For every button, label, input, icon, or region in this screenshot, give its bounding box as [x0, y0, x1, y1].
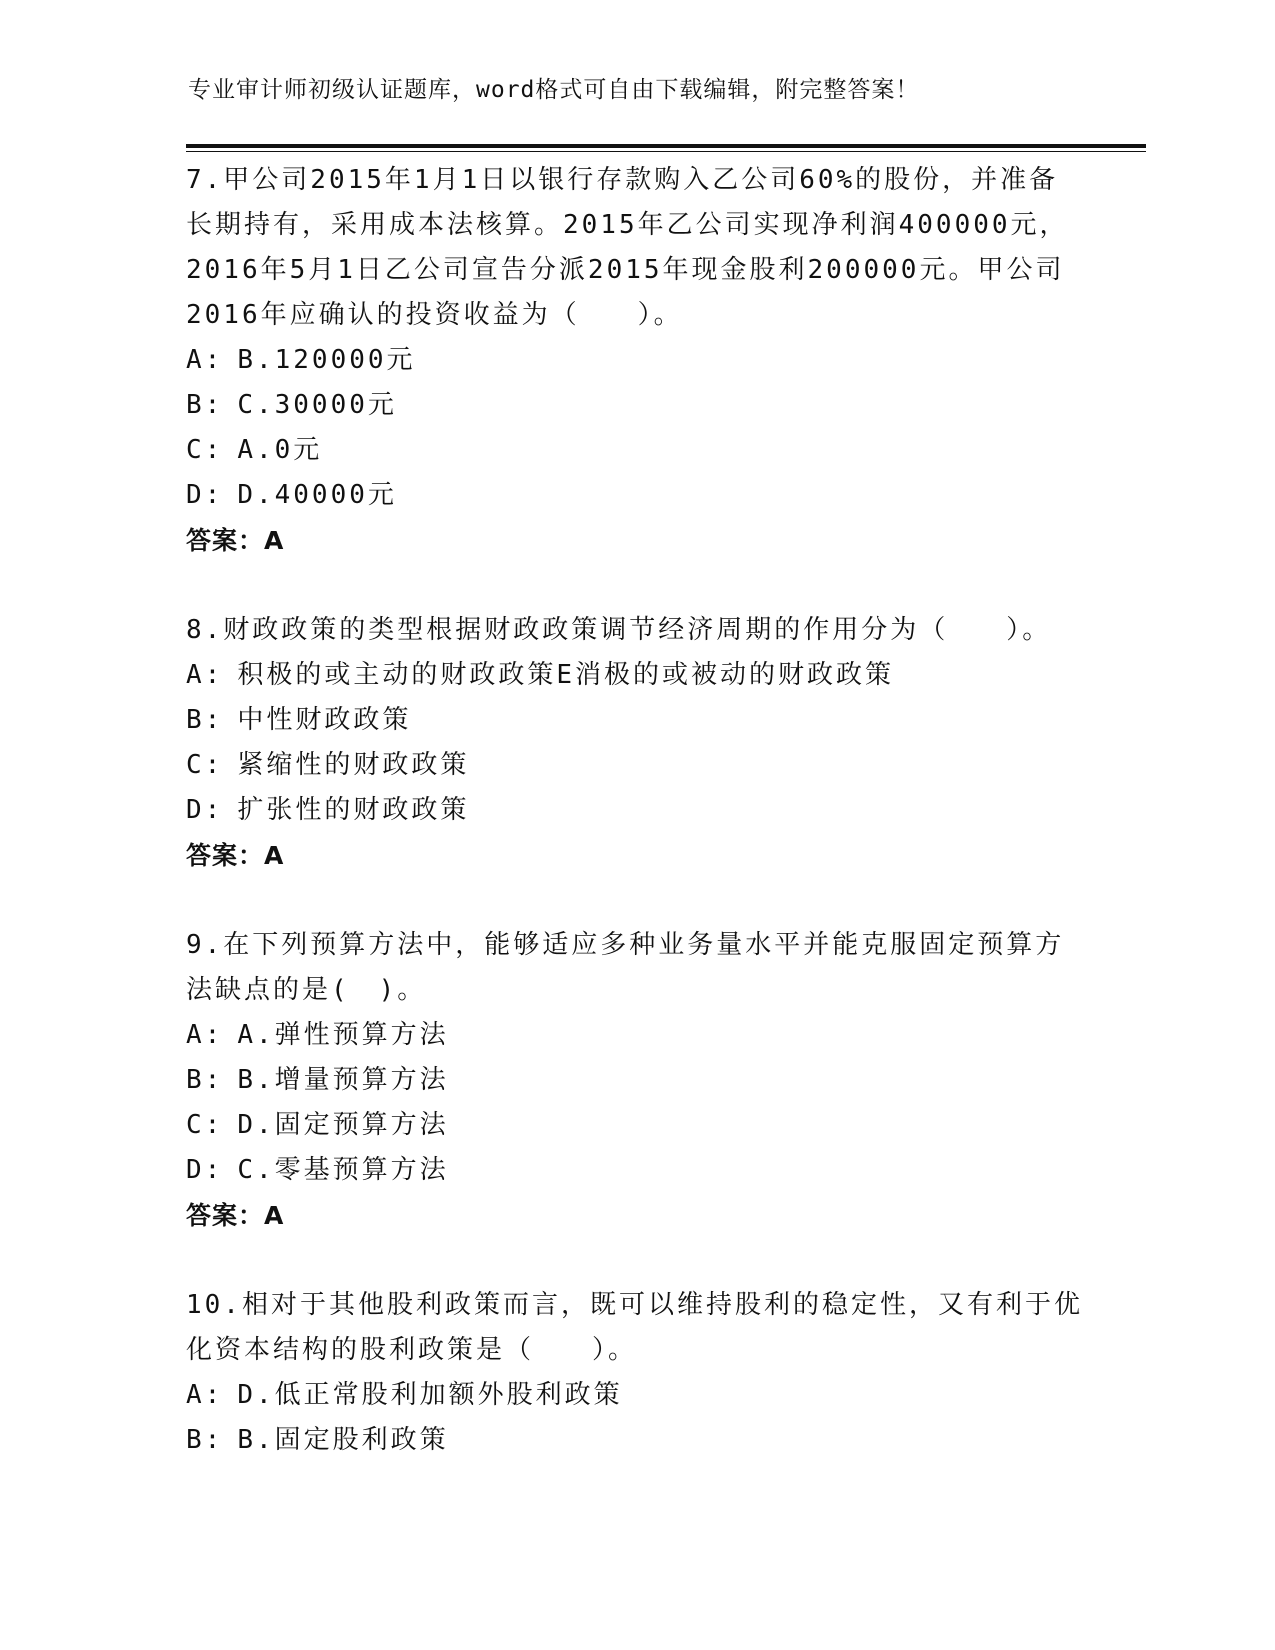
question-spacer: [186, 878, 1086, 923]
option-text: D.固定预算方法: [237, 1110, 449, 1140]
option-row: [186, 653, 1086, 698]
option-letter: A:: [186, 345, 224, 375]
option-text: C.零基预算方法: [237, 1155, 449, 1185]
option-text: A.弹性预算方法: [237, 1020, 449, 1050]
question-spacer: [186, 1238, 1086, 1283]
question-text-line: 法缺点的是( )。: [186, 975, 427, 1005]
question-block: [186, 608, 1086, 878]
option-text: B.固定股利政策: [237, 1425, 449, 1455]
option-text: 中性财政政策: [237, 705, 412, 735]
question-text-line: 10.相对于其他股利政策而言，既可以维持股利的稳定性，又有利于优: [186, 1290, 1083, 1320]
answer-line: 答案：A: [186, 841, 285, 870]
question-block: [186, 1283, 1086, 1463]
question-list: [186, 158, 1086, 1463]
question-text-line: 化资本结构的股利政策是（ ）。: [186, 1335, 638, 1365]
option-letter: C:: [186, 435, 224, 465]
option-text: D.40000元: [237, 480, 397, 510]
option-row: [186, 428, 1086, 473]
option-row: [186, 338, 1086, 383]
question-spacer: [186, 563, 1086, 608]
question-block: [186, 158, 1086, 563]
option-letter: C:: [186, 750, 224, 780]
question-text-line: 2016年应确认的投资收益为（ ）。: [186, 300, 683, 330]
option-letter: D:: [186, 480, 224, 510]
question-text-line: 7.甲公司2015年1月1日以银行存款购入乙公司60%的股份，并准备: [186, 165, 1059, 195]
option-row: [186, 698, 1086, 743]
option-text: B.增量预算方法: [237, 1065, 449, 1095]
option-row: [186, 1418, 1086, 1463]
question-block: [186, 923, 1086, 1238]
option-row: [186, 1373, 1086, 1418]
option-letter: B:: [186, 390, 224, 420]
option-text: C.30000元: [237, 390, 397, 420]
option-letter: B:: [186, 1065, 224, 1095]
question-text-line: 长期持有，采用成本法核算。2015年乙公司实现净利润400000元，: [186, 210, 1069, 240]
option-row: [186, 1013, 1086, 1058]
page-header: 专业审计师初级认证题库，word格式可自由下载编辑，附完整答案！: [188, 77, 920, 103]
question-text-line: 9.在下列预算方法中，能够适应多种业务量水平并能克服固定预算方: [186, 930, 1065, 960]
option-letter: A:: [186, 1020, 224, 1050]
option-letter: D:: [186, 1155, 224, 1185]
option-text: B.120000元: [237, 345, 416, 375]
header-rule-thick: [186, 144, 1146, 148]
option-letter: B:: [186, 1425, 224, 1455]
option-text: 积极的或主动的财政政策E消极的或被动的财政政策: [237, 660, 894, 690]
option-row: [186, 1058, 1086, 1103]
option-letter: A:: [186, 660, 224, 690]
answer-line: 答案：A: [186, 1201, 285, 1230]
option-text: D.低正常股利加额外股利政策: [237, 1380, 623, 1410]
option-row: [186, 473, 1086, 518]
header-rule-thin: [186, 151, 1146, 152]
option-row: [186, 743, 1086, 788]
option-letter: C:: [186, 1110, 224, 1140]
option-text: 紧缩性的财政政策: [237, 750, 470, 780]
option-text: 扩张性的财政政策: [237, 795, 470, 825]
question-text-line: 8.财政政策的类型根据财政政策调节经济周期的作用分为（ ）。: [186, 615, 1052, 645]
question-text-line: 2016年5月1日乙公司宣告分派2015年现金股利200000元。甲公司: [186, 255, 1065, 285]
option-text: A.0元: [237, 435, 323, 465]
answer-line: 答案：A: [186, 526, 285, 555]
option-row: [186, 1148, 1086, 1193]
option-row: [186, 1103, 1086, 1148]
option-row: [186, 788, 1086, 833]
option-row: [186, 383, 1086, 428]
option-letter: A:: [186, 1380, 224, 1410]
option-letter: D:: [186, 795, 224, 825]
option-letter: B:: [186, 705, 224, 735]
